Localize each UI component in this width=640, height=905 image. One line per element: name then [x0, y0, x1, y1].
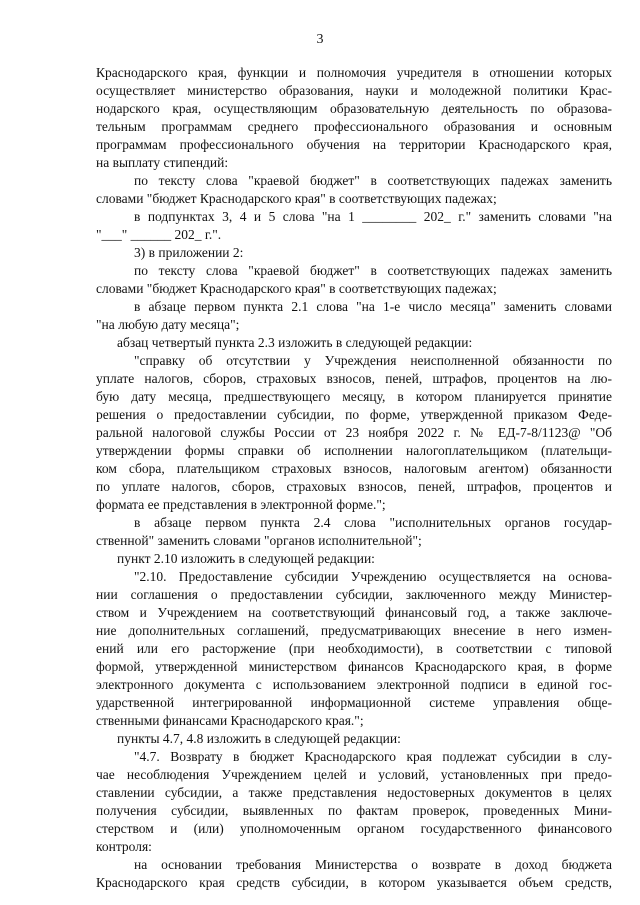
text-line: ственными финансами Краснодарского края."; [96, 713, 364, 728]
text-line: формата ее представления в электронной форме."; [96, 497, 386, 512]
text-line: по тексту слова "краевой бюджет" в соответствующих падежах заменить [134, 263, 612, 278]
text-line: "справку об отсутствии у Учреждения неисполненной обязанности по [134, 353, 612, 368]
text-line: утверждении формы справки об исполнении налогоплательщиком (плательщи- [96, 443, 612, 458]
text-line: по уплате налогов, сборов, страховых взносов, пеней, штрафов, процентов и [96, 479, 612, 494]
text-line: по тексту слова "краевой бюджет" в соответствующих падежах заменить [134, 173, 612, 188]
text-line: на основании требования Министерства о возврате в доход бюджета [134, 857, 612, 872]
text-line: ударственной интегрированной информационной системе управления обще- [96, 695, 612, 710]
text-line: на выплату стипендий: [96, 155, 229, 170]
text-line: "на любую дату месяца"; [96, 317, 240, 332]
text-line: уплате налогов, сборов, страховых взносов, пеней, штрафов, процентов на лю- [96, 371, 612, 386]
text-line: 3) в приложении 2: [134, 245, 244, 260]
text-line: ние дополнительных соглашений, предусматривающих внесение в него измен- [96, 623, 612, 638]
text-line: "4.7. Возврату в бюджет Краснодарского края подлежат субсидии в слу- [134, 749, 612, 764]
text-line: получения субсидии, выявленных по фактам проверок, проведенных Мини- [96, 803, 612, 818]
text-line: словами "бюджет Краснодарского края" в соответствующих падежах; [96, 191, 497, 206]
text-line: стерством и (или) уполномоченным органом государственного финансового [96, 821, 612, 836]
text-line: чае несоблюдения Учреждением целей и условий, установленных при предо- [96, 767, 612, 782]
text-line: ственной" заменить словами "органов исполнительной"; [96, 533, 422, 548]
text-line: в абзаце первом пункта 2.4 слова "исполнительных органов государ- [134, 515, 612, 530]
text-line: Краснодарского края, функции и полномочия учредителя в отношении которых [96, 65, 612, 80]
text-line: словами "бюджет Краснодарского края" в соответствующих падежах; [96, 281, 497, 296]
text-line: ставлении субсидии, а также представления недостоверных документов в целях [96, 785, 612, 800]
text-line: ком сбора, плательщиком страховых взносов, налоговым агентом) обязанности [96, 461, 612, 476]
text-line: "___" ______ 202_ г.". [96, 227, 222, 242]
text-line: тельным программам среднего профессионального образования и основным [96, 119, 612, 134]
text-line: решения о предоставлении субсидии, по форме, утвержденной приказом Феде- [96, 407, 612, 422]
text-line: "2.10. Предоставление субсидии Учреждению осуществляется на основа- [134, 569, 612, 584]
text-line: пункт 2.10 изложить в следующей редакции: [117, 551, 375, 566]
text-line: в абзаце первом пункта 2.1 слова "на 1-е число месяца" заменить словами [134, 299, 612, 314]
text-line: электронного документа с использованием электронной подписи в единой гос- [96, 677, 612, 692]
text-line: осуществляет министерство образования, науки и молодежной политики Крас- [96, 83, 612, 98]
text-line: контроля: [96, 839, 152, 854]
text-line: пункты 4.7, 4.8 изложить в следующей редакции: [117, 731, 401, 746]
text-line: в подпунктах 3, 4 и 5 слова "на 1 ________ 202_ г." заменить словами "на [134, 209, 612, 224]
text-line: программам профессионального обучения на территории Краснодарского края, [96, 137, 612, 152]
text-line: ральной налоговой службы России от 23 ноября 2022 г. № ЕД-7-8/1123@ "Об [96, 425, 612, 440]
text-line: бую дату месяца, предшествующего месяцу, в котором планируется принятие [96, 389, 612, 404]
text-line: формой, утвержденной министерством финансов Краснодарского края, в форме [96, 659, 612, 674]
text-line: ений или его расторжение (при необходимости), в соответствии с типовой [96, 641, 612, 656]
text-line: нодарского края, осуществляющим образовательную деятельность по образова- [96, 101, 612, 116]
text-line: ством и Учреждением на соответствующий финансовый год, а также заключе- [96, 605, 612, 620]
text-line: нии соглашения о предоставлении субсидии, заключенного между Министер- [96, 587, 612, 602]
text-line: Краснодарского края средств субсидии, в котором указывается объем средств, [96, 875, 612, 890]
text-line: абзац четвертый пункта 2.3 изложить в следующей редакции: [117, 335, 473, 350]
page-number: 3 [316, 32, 324, 47]
